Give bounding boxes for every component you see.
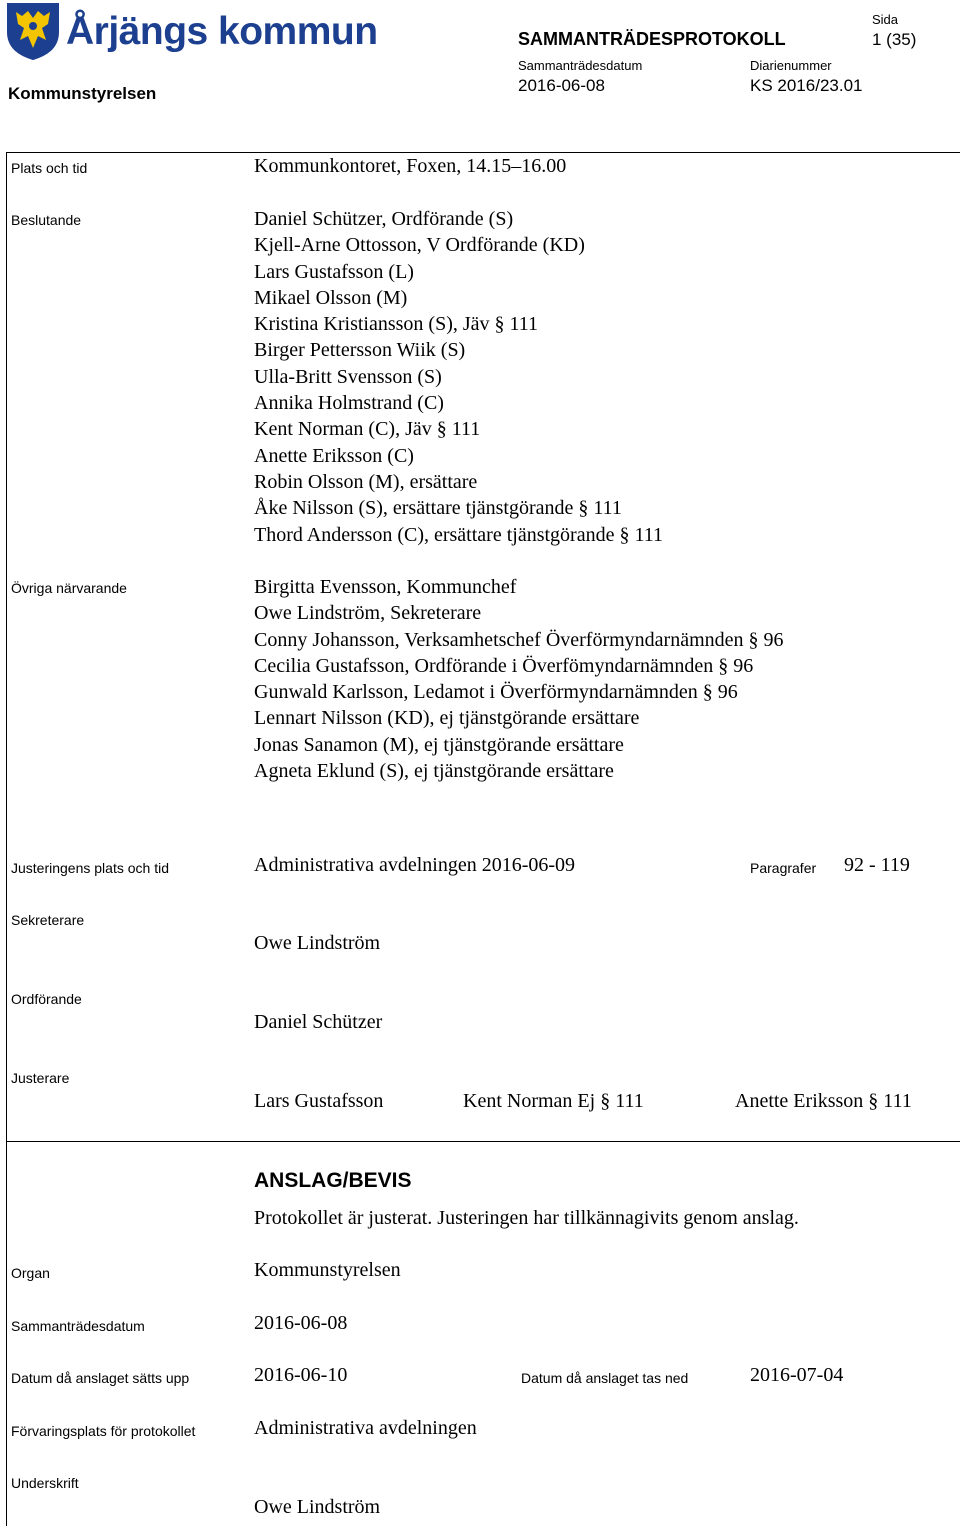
meeting-date-label: Sammanträdesdatum — [518, 58, 643, 73]
secretary-name: Owe Lindström — [254, 932, 381, 954]
meeting-date: 2016-06-08 — [518, 76, 605, 95]
anslag-divider — [6, 1141, 960, 1142]
municipality-crest-logo — [6, 2, 60, 60]
list-item: Owe Lindström, Sekreterare — [254, 602, 482, 625]
list-item: Robin Olsson (M), ersättare — [254, 470, 478, 493]
list-item: Lennart Nilsson (KD), ej tjänstgörande ersättare — [254, 707, 640, 730]
list-item: Kristina Kristiansson (S), Jäv § 111 — [254, 313, 539, 336]
list-item: Daniel Schützer, Ordförande (S) — [254, 208, 514, 230]
list-item: Gunwald Karlsson, Ledamot i Överförmyndarnämnden § 96 — [254, 681, 738, 704]
registry-number-label: Diarienummer — [750, 58, 832, 73]
left-border — [6, 152, 7, 1526]
adjustment-label: Justeringens plats och tid — [11, 860, 169, 876]
list-item: Birgitta Evensson, Kommunchef — [254, 576, 517, 598]
list-item: Birger Pettersson Wiik (S) — [254, 339, 466, 362]
chairman-label: Ordförande — [11, 991, 82, 1007]
department-name: Kommunstyrelsen — [8, 84, 157, 103]
municipality-name: Årjängs kommun — [66, 10, 378, 53]
list-item: Kent Norman (C), Jäv § 111 — [254, 418, 481, 441]
adjuster-name: Kent Norman Ej § 111 — [463, 1090, 644, 1112]
signature-name: Owe Lindström — [254, 1496, 381, 1518]
top-divider — [6, 152, 960, 153]
list-item: Conny Johansson, Verksamhetschef Överförmyndarnämnden § 96 — [254, 628, 784, 651]
adjuster-name: Lars Gustafsson — [254, 1090, 384, 1112]
list-item: Mikael Olsson (M) — [254, 286, 408, 309]
organ-value: Kommunstyrelsen — [254, 1259, 401, 1281]
anslag-meeting-date-label: Sammanträdesdatum — [11, 1318, 145, 1334]
adjustment-value: Administrativa avdelningen 2016-06-09 — [254, 854, 576, 876]
anslag-heading: ANSLAG/BEVIS — [254, 1169, 412, 1192]
others-present-list — [254, 574, 784, 784]
storage-value: Administrativa avdelningen — [254, 1417, 477, 1439]
organ-label: Organ — [11, 1265, 50, 1281]
page-number: 1 (35) — [872, 30, 917, 49]
posted-date-value: 2016-06-10 — [254, 1364, 348, 1386]
list-item: Ulla-Britt Svensson (S) — [254, 365, 442, 388]
registry-number: KS 2016/23.01 — [750, 76, 863, 95]
anslag-meeting-date-value: 2016-06-08 — [254, 1312, 348, 1334]
storage-label: Förvaringsplats för protokollet — [11, 1423, 196, 1439]
list-item: Jonas Sanamon (M), ej tjänstgörande ersättare — [254, 733, 624, 756]
deciding-members-list — [254, 206, 663, 548]
list-item: Annika Holmstrand (C) — [254, 392, 444, 415]
paragraphs-label: Paragrafer — [750, 860, 817, 876]
list-item: Kjell-Arne Ottosson, V Ordförande (KD) — [254, 234, 585, 257]
list-item: Cecilia Gustafsson, Ordförande i Överfömyndarnämnden § 96 — [254, 654, 754, 677]
adjusters-label: Justerare — [11, 1070, 70, 1086]
document-title: SAMMANTRÄDESPROTOKOLL — [518, 29, 786, 49]
chairman-name: Daniel Schützer — [254, 1011, 383, 1033]
list-item: Anette Eriksson (C) — [254, 444, 414, 467]
removed-date-value: 2016-07-04 — [750, 1364, 844, 1386]
place-time-value: Kommunkontoret, Foxen, 14.15–16.00 — [254, 155, 567, 177]
deciding-label: Beslutande — [11, 212, 82, 228]
removed-date-label: Datum då anslaget tas ned — [521, 1370, 689, 1386]
adjuster-name: Anette Eriksson § 111 — [735, 1090, 912, 1112]
others-present-label: Övriga närvarande — [11, 580, 127, 596]
secretary-label: Sekreterare — [11, 912, 85, 928]
page-label: Sida — [872, 12, 899, 27]
list-item: Agneta Eklund (S), ej tjänstgörande ersättare — [254, 760, 614, 783]
anslag-text: Protokollet är justerat. Justeringen har tillkännagivits genom anslag. — [254, 1207, 799, 1229]
paragraphs-value: 92 - 119 — [844, 854, 910, 876]
posted-date-label: Datum då anslaget sätts upp — [11, 1370, 190, 1386]
list-item: Åke Nilsson (S), ersättare tjänstgörande § 111 — [254, 497, 622, 520]
signature-label: Underskrift — [11, 1475, 79, 1491]
list-item: Lars Gustafsson (L) — [254, 260, 414, 283]
list-item: Thord Andersson (C), ersättare tjänstgörande § 111 — [254, 523, 663, 546]
place-time-label: Plats och tid — [11, 160, 88, 176]
